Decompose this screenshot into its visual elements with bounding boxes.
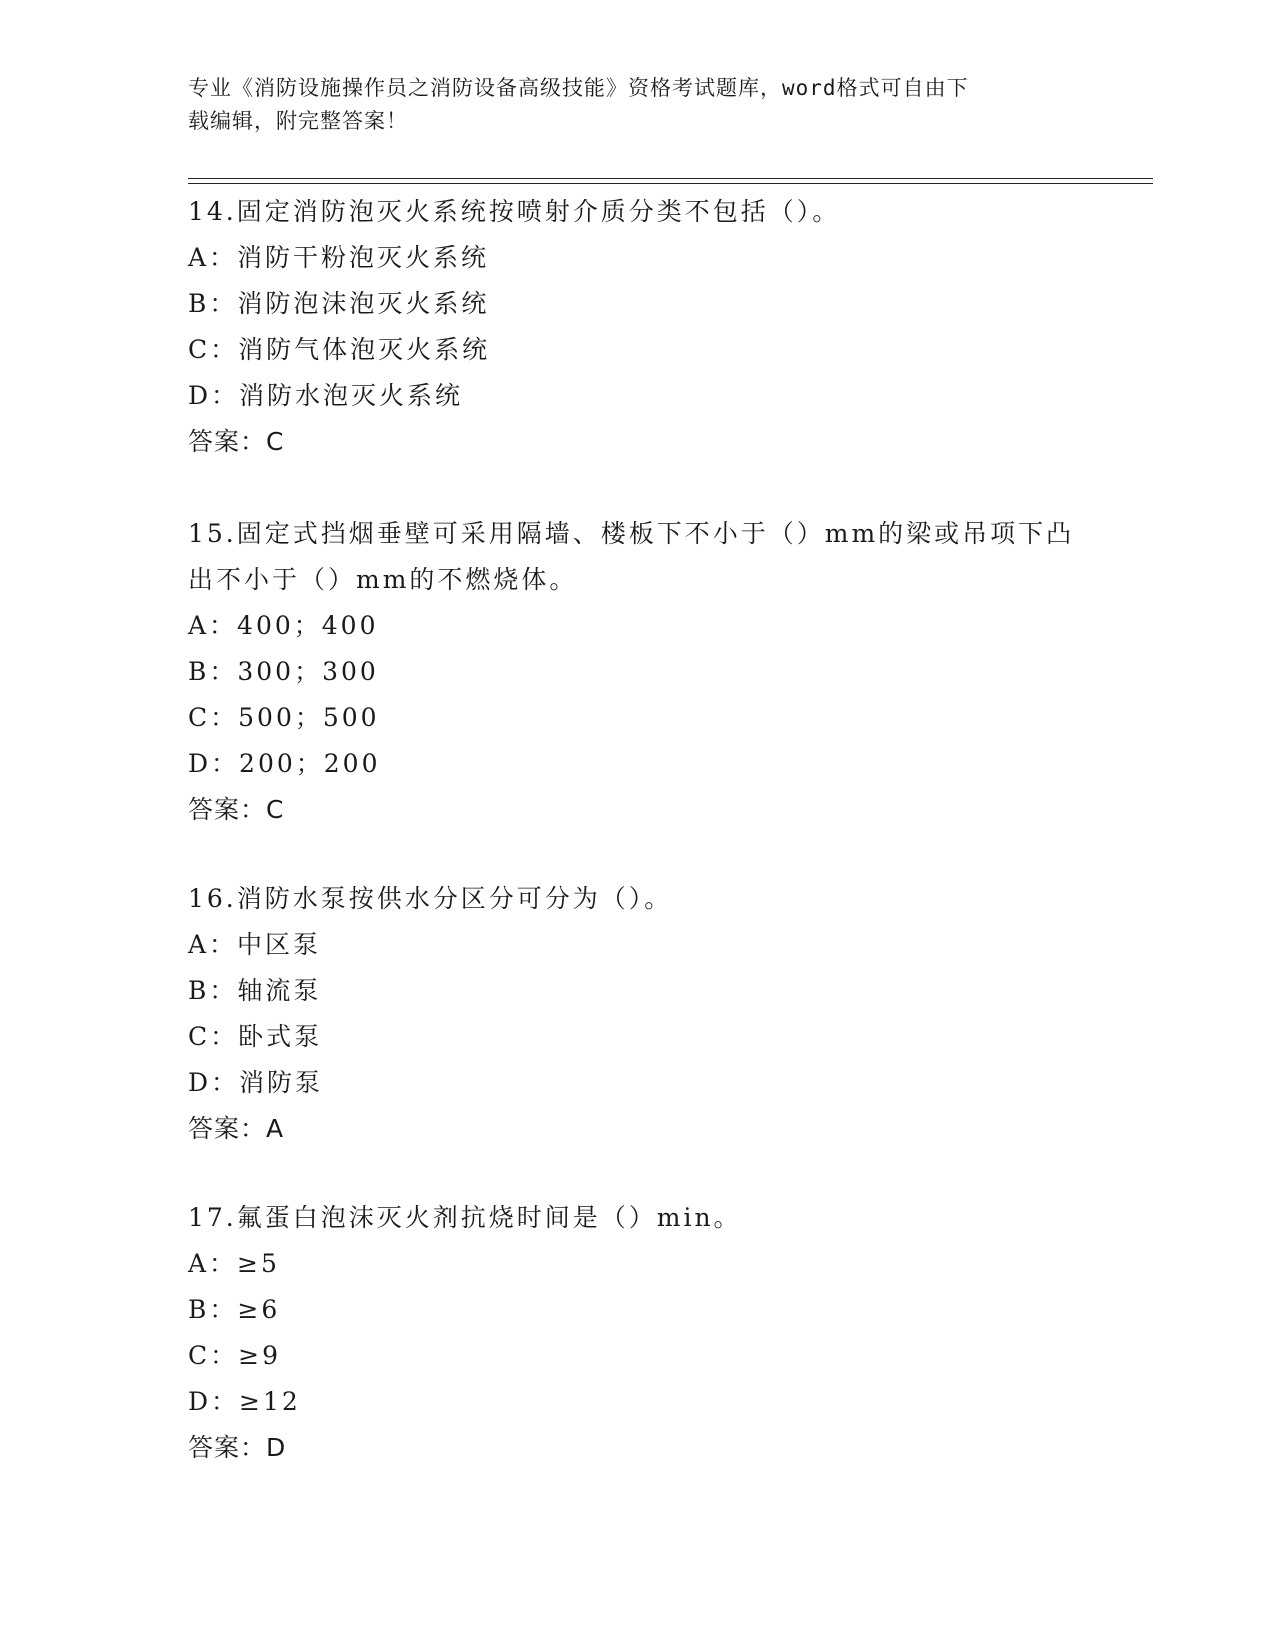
question-stem-continued: 出不小于（）mm的不燃烧体。 xyxy=(188,565,578,594)
question-17 xyxy=(188,1195,1088,1471)
header-line-1: 专业《消防设施操作员之消防设备高级技能》资格考试题库，word格式可自由下 xyxy=(188,76,969,100)
question-stem: 15.固定式挡烟垂壁可采用隔墙、楼板下不小于（）mm的梁或吊项下凸 xyxy=(188,519,1075,548)
question-15 xyxy=(188,511,1088,833)
option-d: D：消防水泡灭火系统 xyxy=(188,381,464,410)
answer: 答案：C xyxy=(188,795,285,824)
question-stem: 16.消防水泵按供水分区分可分为（）。 xyxy=(188,884,673,913)
document-header xyxy=(188,72,1088,138)
option-b: B：消防泡沫泡灭火系统 xyxy=(188,289,490,318)
option-d: D：200；200 xyxy=(188,749,381,778)
question-stem: 17.氟蛋白泡沫灭火剂抗烧时间是（）min。 xyxy=(188,1203,742,1232)
header-divider-top xyxy=(188,178,1153,179)
option-c: C：500；500 xyxy=(188,703,380,732)
option-d: D：消防泵 xyxy=(188,1068,324,1097)
answer: 答案：A xyxy=(188,1114,285,1143)
answer: 答案：C xyxy=(188,427,285,456)
header-divider-bottom xyxy=(188,183,1153,184)
header-line-2: 载编辑，附完整答案！ xyxy=(188,109,408,133)
option-b: B：≥6 xyxy=(188,1295,281,1324)
question-14 xyxy=(188,189,1088,465)
option-b: B：300；300 xyxy=(188,657,379,686)
question-16 xyxy=(188,876,1088,1152)
option-a: A：≥5 xyxy=(188,1249,280,1278)
question-stem: 14.固定消防泡灭火系统按喷射介质分类不包括（）。 xyxy=(188,197,841,226)
option-d: D：≥12 xyxy=(188,1387,301,1416)
answer: 答案：D xyxy=(188,1433,287,1462)
option-b: B：轴流泵 xyxy=(188,976,322,1005)
option-c: C：消防气体泡灭火系统 xyxy=(188,335,491,364)
option-a: A：400；400 xyxy=(188,611,379,640)
option-a: A：中区泵 xyxy=(188,930,322,959)
option-c: C：≥9 xyxy=(188,1341,281,1370)
option-a: A：消防干粉泡灭火系统 xyxy=(188,243,490,272)
option-c: C：卧式泵 xyxy=(188,1022,323,1051)
